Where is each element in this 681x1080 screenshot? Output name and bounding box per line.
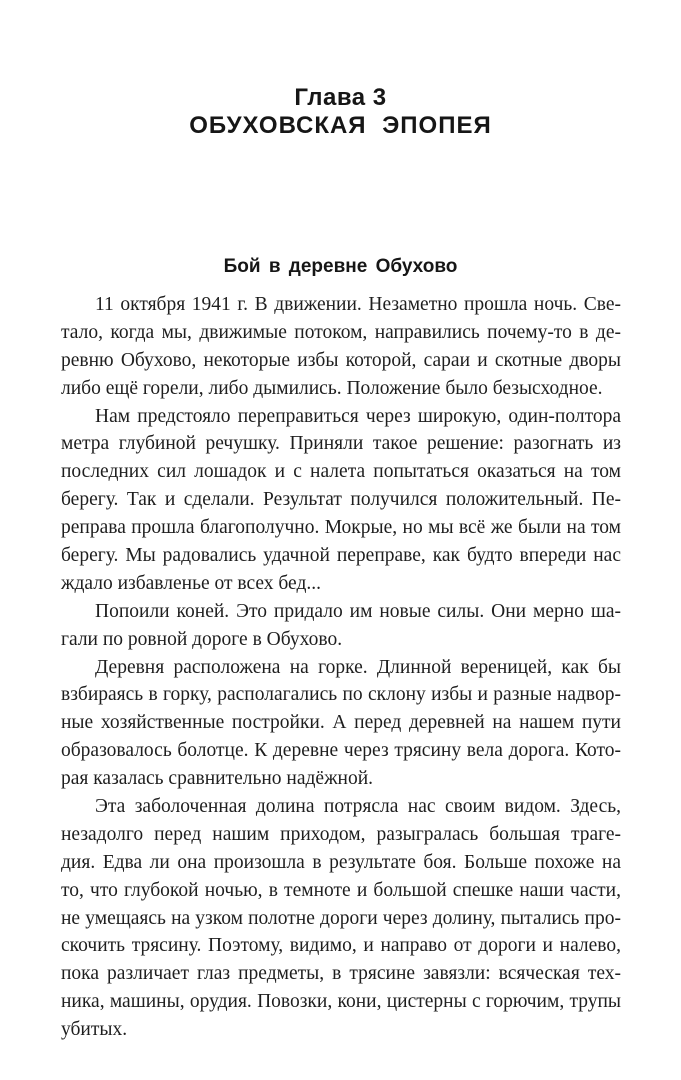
chapter-title: ОБУХОВСКАЯ ЭПОПЕЯ <box>189 112 492 139</box>
text-line: тало, когда мы, движимые потоком, направились почему-то в де- <box>61 321 621 343</box>
text-line: взбираясь в горку, располагались по склону избы и разные надвор- <box>61 684 621 706</box>
text-line: пока различает глаз предметы, в трясине завязли: всяческая тех- <box>61 963 621 985</box>
text-line: рая казалась сравнительно надёжной. <box>61 768 374 790</box>
text-line: берегу. Мы радовались удачной переправе, как будто впереди нас <box>61 545 621 567</box>
text-line: Эта заболоченная долина потрясла нас своим видом. Здесь, <box>95 796 621 818</box>
text-line: убитых. <box>61 1019 128 1041</box>
text-line: реправа прошла благополучно. Мокрые, но мы всё же были на том <box>61 517 621 539</box>
text-line: Попоили коней. Это придало им новые силы. Они мерно ша- <box>95 600 621 622</box>
text-line: ревню Обухово, некоторые избы которой, сараи и скотные дворы <box>61 349 621 371</box>
paragraph <box>61 793 621 1044</box>
text-line: ждало избавленье от всех бед... <box>61 572 321 594</box>
section-title: Бой в деревне Обухово <box>223 256 458 277</box>
text-line: последних сил лошадок и с налета попытаться оказаться на том <box>61 461 621 483</box>
text-line: незадолго перед нашим приходом, разыгралась большая траге- <box>61 823 621 845</box>
chapter-number: Глава 3 <box>294 84 387 111</box>
paragraph <box>61 598 621 654</box>
paragraph <box>61 291 621 403</box>
text-line: то, что глубокой ночью, в темноте и большой спешке наши части, <box>61 879 621 901</box>
text-line: метра глубиной речушку. Приняли такое решение: разогнать из <box>61 433 621 455</box>
text-line: 11 октября 1941 г. В движении. Незаметно прошла ночь. Све- <box>95 294 621 315</box>
text-line: либо ещё горели, либо дымились. Положение было безысходное. <box>61 377 603 399</box>
body-text <box>61 291 621 1044</box>
text-line: берегу. Так и сделали. Результат получился положительный. Пе- <box>61 489 621 511</box>
text-line: дия. Едва ли она произошла в результате боя. Больше похоже на <box>61 851 621 873</box>
text-line: ные хозяйственные постройки. А перед деревней на нашем пути <box>61 712 621 734</box>
paragraph <box>61 403 621 598</box>
text-line: гали по ровной дороге в Обухово. <box>61 628 343 650</box>
text-line: скочить трясину. Поэтому, видимо, и направо от дороги и налево, <box>61 935 621 957</box>
text-line: образовалось болотце. К деревне через трясину вела дорога. Кото- <box>61 740 621 762</box>
text-line: ника, машины, орудия. Повозки, кони, цистерны с горючим, трупы <box>61 991 621 1013</box>
text-line: не умещаясь на узком полотне дороги через долину, пытались про- <box>61 907 621 929</box>
text-line: Нам предстояло переправиться через широкую, один-полтора <box>95 405 621 427</box>
paragraph <box>61 654 621 793</box>
text-line: Деревня расположена на горке. Длинной вереницей, как бы <box>95 656 621 678</box>
